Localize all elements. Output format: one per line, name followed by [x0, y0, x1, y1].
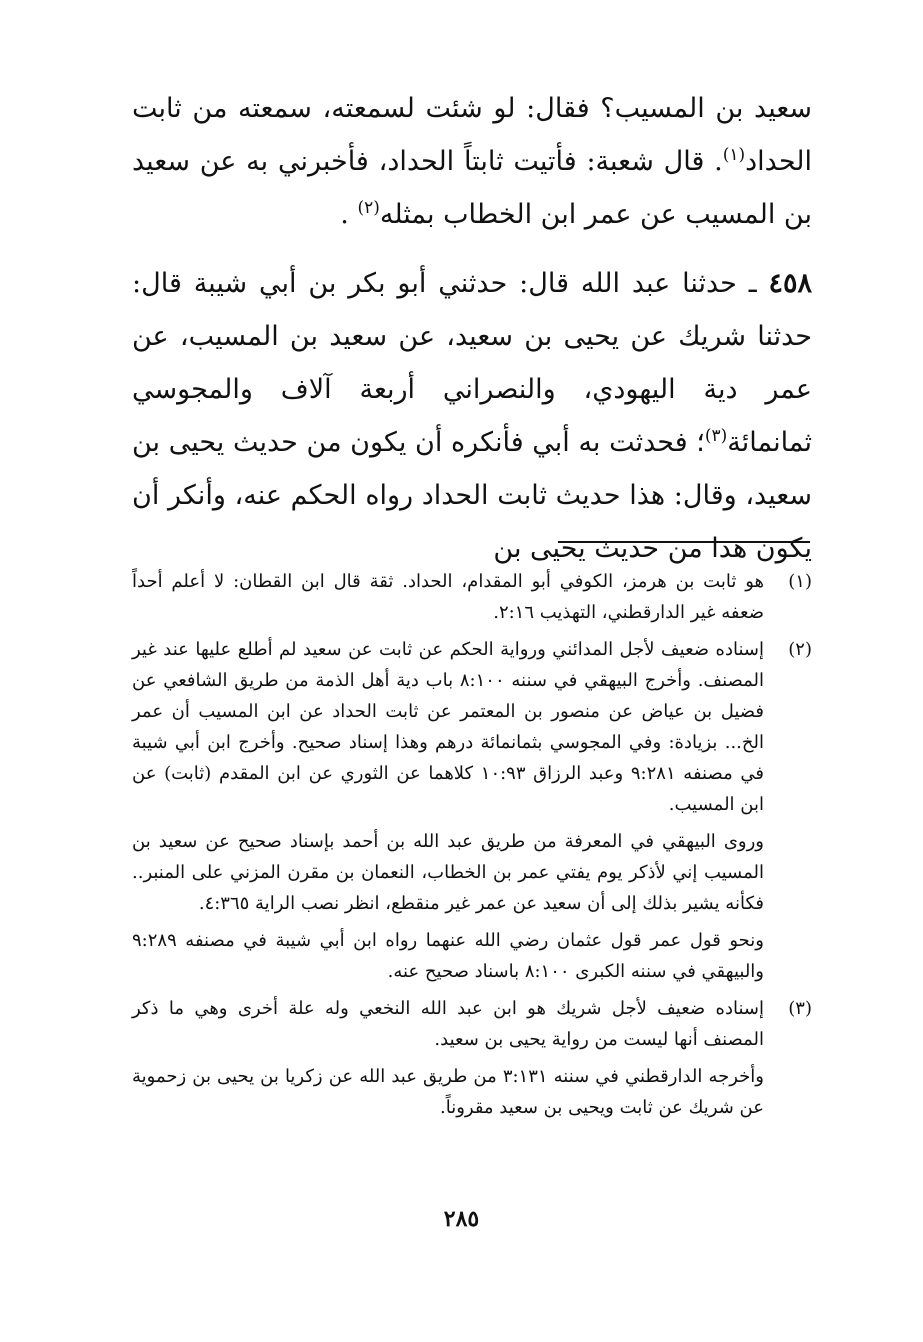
paragraph-1 [132, 82, 812, 241]
footnote-3-continuation [132, 1061, 812, 1123]
footnote-text: إسناده ضعيف لأجل المدائني ورواية الحكم عن ثابت عن سعيد لم أطلع عليها عند غير المصنف. وأخرج البيهقي في سننه ٨:١٠٠ باب دية أهل الذمة من طريق الشافعي عن فضيل بن عياض عن منصور بن المعتمر عن ثابت الحداد عن ابن المسيب أن عمر الخ... بزيادة: وفي المجوسي بثمانمائة درهم وهذا إسناد صحيح. وأخرج ابن أبي شيبة في مصنفه ٩:٢٨١ وعبد الرزاق ١٠:٩٣ كلاهما عن الثوري عن ابن المقدم (ثابت) عن ابن المسيب. [132, 639, 764, 815]
paragraph-2 [132, 257, 812, 575]
footnote-1 [132, 566, 812, 628]
footnote-3 [132, 993, 812, 1055]
footnote-paragraph: ونحو قول عمر قول عثمان رضي الله عنهما رواه ابن أبي شيبة في مصنفه ٩:٢٨٩ والبيهقي في سننه الكبرى ٨:١٠٠ باسناد صحيح عنه. [132, 930, 764, 982]
main-text [132, 82, 812, 575]
paragraph-1-continuation: . قال شعبة: فأتيت ثابتاً الحداد، فأخبرني به عن سعيد بن المسيب عن عمر ابن الخطاب بمثله [132, 146, 812, 230]
footnote-ref-3[interactable]: (٣) [704, 426, 728, 446]
footnote-ref-1[interactable]: (١) [722, 145, 746, 165]
paragraph-2-continuation: ؛ فحدثت به أبي فأنكره أن يكون من حديث يحيى بن سعيد، وقال: هذا حديث ثابت الحداد رواه الحكم عنه، وأنكر أن يكون هذا من حديث يحيى بن [132, 427, 812, 564]
footnote-number: (١) [788, 571, 812, 592]
footnote-ref-2[interactable]: (٢) [357, 198, 380, 218]
paragraph-2-text: ـ حدثنا عبد الله قال: حدثني أبو بكر بن أبي شيبة قال: حدثنا شريك عن يحيى بن سعيد، عن سعيد بن المسيب، عن عمر دية اليهودي، والنصراني أربعة آلاف والمجوسي ثمانمائة [132, 268, 812, 458]
paragraph-1-end: . [340, 199, 358, 230]
page-number: ٢٨٥ [443, 1206, 480, 1232]
footnote-divider [558, 541, 810, 543]
footnote-number: (٢) [788, 639, 812, 660]
footnote-text: هو ثابت بن هرمز، الكوفي أبو المقدام، الحداد. ثقة قال ابن القطان: لا أعلم أحداً ضعفه غير الدارقطني، التهذيب ٢:١٦. [132, 571, 764, 623]
footnote-number: (٣) [788, 998, 812, 1019]
footnote-text: إسناده ضعيف لأجل شريك هو ابن عبد الله النخعي وله علة أخرى وهي ما ذكر المصنف أنها ليست من رواية يحيى بن سعيد. [132, 998, 764, 1050]
footnote-2-continuation-2 [132, 925, 812, 987]
footnotes [132, 566, 812, 1129]
footnote-paragraph: وروى البيهقي في المعرفة من طريق عبد الله بن أحمد بإسناد صحيح عن سعيد بن المسيب إني لأذكر يوم يفتي عمر بن الخطاب، النعمان بن مقرن المزني على المنبر.. فكأنه يشير بذلك إلى أن سعيد عن عمر غير منقطع، انظر نصب الراية ٤:٣٦٥. [132, 831, 764, 914]
footnote-2-continuation [132, 826, 812, 919]
footnote-2 [132, 634, 812, 820]
footnote-paragraph: وأخرجه الدارقطني في سننه ٣:١٣١ من طريق عبد الله عن زكريا بن يحيى بن زحموية عن شريك عن ثابت ويحيى بن سعيد مقروناً. [132, 1066, 764, 1118]
paragraph-1-text: سعيد بن المسيب؟ فقال: لو شئت لسمعته، سمعته من ثابت الحداد [132, 93, 812, 177]
hadith-number: ٤٥٨ [768, 268, 812, 299]
